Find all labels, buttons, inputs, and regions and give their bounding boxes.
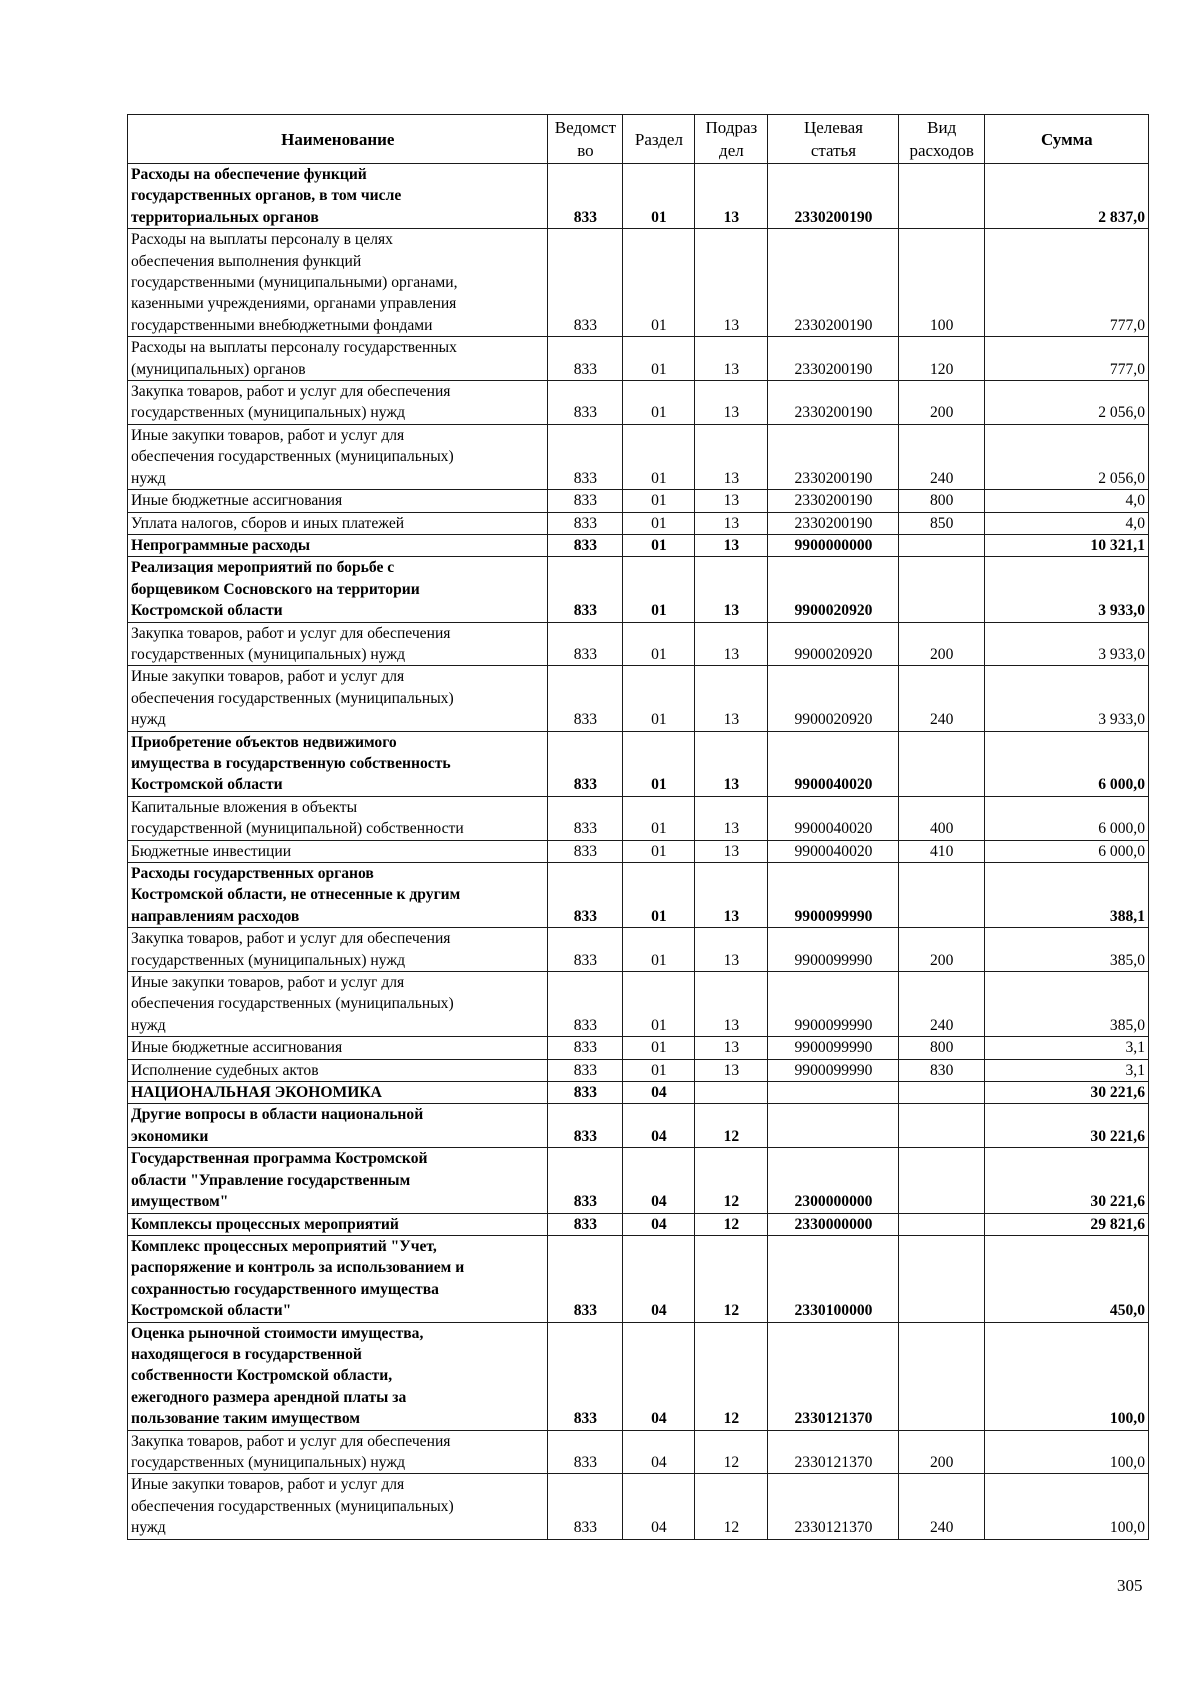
cell-podrazdel: 13 bbox=[694, 490, 768, 512]
table-body bbox=[128, 164, 1149, 1540]
cell-podrazdel: 12 bbox=[694, 1322, 768, 1430]
cell-vedomstvo: 833 bbox=[547, 666, 623, 731]
table-row bbox=[128, 972, 1149, 1037]
cell-summa: 450,0 bbox=[984, 1235, 1148, 1322]
cell-summa: 2 837,0 bbox=[984, 164, 1148, 229]
cell-podrazdel: 13 bbox=[694, 424, 768, 489]
cell-name bbox=[128, 512, 548, 534]
cell-name-line: государственных (муниципальных) нужд bbox=[131, 645, 406, 663]
cell-summa: 30 221,6 bbox=[984, 1148, 1148, 1213]
cell-name-line: Иные закупки товаров, работ и услуг для bbox=[131, 1476, 405, 1494]
cell-vedomstvo: 833 bbox=[547, 1082, 623, 1104]
header-name: Наименование bbox=[128, 115, 548, 164]
cell-vid-rashodov: 400 bbox=[898, 796, 984, 840]
cell-summa: 3,1 bbox=[984, 1059, 1148, 1081]
cell-celevaya-statya: 2330121370 bbox=[768, 1474, 899, 1539]
cell-vedomstvo: 833 bbox=[547, 534, 623, 556]
cell-name-line: Иные закупки товаров, работ и услуг для bbox=[131, 974, 405, 992]
table-row bbox=[128, 928, 1149, 972]
cell-name-line: Закупка товаров, работ и услуг для обеспечения bbox=[131, 383, 451, 401]
cell-name-line: нужд bbox=[131, 711, 166, 729]
cell-name-line: обеспечения государственных (муниципальных) bbox=[131, 689, 454, 707]
cell-name bbox=[128, 1059, 548, 1081]
cell-vedomstvo: 833 bbox=[547, 229, 623, 337]
table-header bbox=[128, 115, 1149, 164]
cell-celevaya-statya: 9900040020 bbox=[768, 840, 899, 862]
header-vid-line-1: Вид bbox=[927, 118, 957, 137]
cell-podrazdel: 12 bbox=[694, 1213, 768, 1235]
cell-razdel: 01 bbox=[623, 381, 694, 425]
cell-razdel: 01 bbox=[623, 490, 694, 512]
cell-name-line: распоряжение и контроль за использованием и bbox=[131, 1259, 465, 1277]
cell-summa: 6 000,0 bbox=[984, 840, 1148, 862]
cell-razdel: 04 bbox=[623, 1322, 694, 1430]
cell-summa: 385,0 bbox=[984, 972, 1148, 1037]
cell-vid-rashodov bbox=[898, 863, 984, 928]
cell-summa: 4,0 bbox=[984, 490, 1148, 512]
table-row bbox=[128, 666, 1149, 731]
cell-name-line: Бюджетные инвестиции bbox=[131, 842, 292, 860]
cell-razdel: 01 bbox=[623, 1059, 694, 1081]
table-row bbox=[128, 840, 1149, 862]
cell-summa: 777,0 bbox=[984, 229, 1148, 337]
cell-name-line: Иные закупки товаров, работ и услуг для bbox=[131, 668, 405, 686]
cell-celevaya-statya: 9900099990 bbox=[768, 928, 899, 972]
cell-vedomstvo: 833 bbox=[547, 1059, 623, 1081]
cell-razdel: 01 bbox=[623, 229, 694, 337]
header-vid-rashodov bbox=[898, 115, 984, 164]
table-row bbox=[128, 1235, 1149, 1322]
cell-name-line: пользование таким имуществом bbox=[131, 1410, 360, 1428]
cell-name bbox=[128, 1082, 548, 1104]
cell-podrazdel: 12 bbox=[694, 1474, 768, 1539]
cell-razdel: 01 bbox=[623, 534, 694, 556]
cell-name-line: казенными учреждениями, органами управления bbox=[131, 295, 457, 313]
cell-razdel: 01 bbox=[623, 622, 694, 666]
cell-name-line: государственных органов, в том числе bbox=[131, 187, 402, 205]
header-vedomstvo-line-1: Ведомст bbox=[554, 118, 616, 137]
cell-name-line: имущества в государственную собственность bbox=[131, 754, 451, 772]
cell-podrazdel: 13 bbox=[694, 381, 768, 425]
cell-name-line: Другие вопросы в области национальной bbox=[131, 1106, 424, 1124]
cell-vid-rashodov bbox=[898, 1148, 984, 1213]
table-row bbox=[128, 557, 1149, 622]
cell-name-line: Закупка товаров, работ и услуг для обеспечения bbox=[131, 624, 451, 642]
cell-name-line: нужд bbox=[131, 1519, 166, 1537]
cell-vid-rashodov bbox=[898, 1213, 984, 1235]
cell-name-line: государственными (муниципальными) органами, bbox=[131, 274, 458, 292]
cell-name bbox=[128, 840, 548, 862]
cell-podrazdel: 13 bbox=[694, 534, 768, 556]
cell-name bbox=[128, 1322, 548, 1430]
cell-vid-rashodov: 800 bbox=[898, 1037, 984, 1059]
header-summa: Сумма bbox=[984, 115, 1148, 164]
header-podrazdel-line-1: Подраз bbox=[705, 118, 758, 137]
cell-name-line: Расходы государственных органов bbox=[131, 865, 374, 882]
cell-name-line: имуществом" bbox=[131, 1193, 229, 1211]
cell-name-line: Костромской области bbox=[131, 776, 283, 794]
table-row bbox=[128, 1082, 1149, 1104]
cell-name bbox=[128, 1213, 548, 1235]
table-row bbox=[128, 534, 1149, 556]
cell-podrazdel: 13 bbox=[694, 840, 768, 862]
cell-name bbox=[128, 796, 548, 840]
cell-celevaya-statya bbox=[768, 1104, 899, 1148]
header-celevaya-statya bbox=[768, 115, 899, 164]
cell-podrazdel: 13 bbox=[694, 229, 768, 337]
cell-razdel: 01 bbox=[623, 424, 694, 489]
cell-vid-rashodov bbox=[898, 1235, 984, 1322]
cell-vid-rashodov: 830 bbox=[898, 1059, 984, 1081]
cell-name-line: Костромской области" bbox=[131, 1302, 292, 1320]
cell-name-line: Комплекс процессных мероприятий "Учет, bbox=[131, 1237, 437, 1255]
cell-summa: 30 221,6 bbox=[984, 1082, 1148, 1104]
cell-vid-rashodov: 200 bbox=[898, 381, 984, 425]
cell-razdel: 01 bbox=[623, 863, 694, 928]
cell-vedomstvo: 833 bbox=[547, 928, 623, 972]
table-row bbox=[128, 164, 1149, 229]
cell-name-line: Комплексы процессных мероприятий bbox=[131, 1215, 399, 1233]
cell-summa: 388,1 bbox=[984, 863, 1148, 928]
cell-razdel: 01 bbox=[623, 928, 694, 972]
cell-celevaya-statya: 2300000000 bbox=[768, 1148, 899, 1213]
cell-name-line: государственных (муниципальных) нужд bbox=[131, 951, 406, 969]
cell-summa: 3 933,0 bbox=[984, 557, 1148, 622]
cell-celevaya-statya: 2330200190 bbox=[768, 490, 899, 512]
cell-summa: 2 056,0 bbox=[984, 424, 1148, 489]
cell-vid-rashodov bbox=[898, 534, 984, 556]
table-row bbox=[128, 512, 1149, 534]
cell-celevaya-statya: 2330200190 bbox=[768, 424, 899, 489]
table-row bbox=[128, 1104, 1149, 1148]
cell-vid-rashodov: 200 bbox=[898, 622, 984, 666]
table-row bbox=[128, 622, 1149, 666]
cell-vid-rashodov: 850 bbox=[898, 512, 984, 534]
cell-name bbox=[128, 557, 548, 622]
cell-podrazdel: 13 bbox=[694, 731, 768, 796]
cell-vedomstvo: 833 bbox=[547, 1148, 623, 1213]
cell-name-line: Оценка рыночной стоимости имущества, bbox=[131, 1324, 424, 1342]
cell-vid-rashodov: 800 bbox=[898, 490, 984, 512]
table-row bbox=[128, 490, 1149, 512]
cell-vid-rashodov: 410 bbox=[898, 840, 984, 862]
cell-name-line: обеспечения государственных (муниципальных) bbox=[131, 995, 454, 1013]
cell-celevaya-statya: 2330121370 bbox=[768, 1322, 899, 1430]
cell-razdel: 04 bbox=[623, 1213, 694, 1235]
table-row bbox=[128, 731, 1149, 796]
cell-vedomstvo: 833 bbox=[547, 1430, 623, 1474]
cell-podrazdel: 13 bbox=[694, 796, 768, 840]
cell-celevaya-statya bbox=[768, 1082, 899, 1104]
cell-name bbox=[128, 1148, 548, 1213]
cell-podrazdel: 12 bbox=[694, 1104, 768, 1148]
budget-table bbox=[127, 114, 1149, 1540]
cell-podrazdel: 12 bbox=[694, 1430, 768, 1474]
cell-name-line: ежегодного размера арендной платы за bbox=[131, 1388, 407, 1406]
cell-name-line: Костромской области, не отнесенные к другим bbox=[131, 886, 461, 904]
cell-vedomstvo: 833 bbox=[547, 1322, 623, 1430]
cell-podrazdel: 13 bbox=[694, 1037, 768, 1059]
cell-razdel: 01 bbox=[623, 731, 694, 796]
cell-summa: 4,0 bbox=[984, 512, 1148, 534]
cell-name-line: Иные бюджетные ассигнования bbox=[131, 1039, 343, 1057]
cell-celevaya-statya: 2330100000 bbox=[768, 1235, 899, 1322]
cell-name-line: государственной (муниципальной) собственности bbox=[131, 820, 464, 838]
cell-name-line: области "Управление государственным bbox=[131, 1171, 411, 1189]
cell-name-line: Реализация мероприятий по борьбе с bbox=[131, 559, 395, 577]
cell-name-line: обеспечения государственных (муниципальных) bbox=[131, 1497, 454, 1515]
cell-vedomstvo: 833 bbox=[547, 840, 623, 862]
header-celevaya-line-1: Целевая bbox=[803, 118, 863, 137]
cell-summa: 100,0 bbox=[984, 1322, 1148, 1430]
cell-vid-rashodov: 200 bbox=[898, 928, 984, 972]
table-row bbox=[128, 1148, 1149, 1213]
cell-razdel: 01 bbox=[623, 557, 694, 622]
header-podrazdel-line-2: дел bbox=[719, 141, 744, 160]
cell-name-line: Закупка товаров, работ и услуг для обеспечения bbox=[131, 1432, 451, 1450]
cell-vid-rashodov: 240 bbox=[898, 972, 984, 1037]
cell-name-line: Закупка товаров, работ и услуг для обеспечения bbox=[131, 930, 451, 948]
cell-name-line: государственных (муниципальных) нужд bbox=[131, 404, 406, 422]
cell-celevaya-statya: 2330000000 bbox=[768, 1213, 899, 1235]
cell-summa: 2 056,0 bbox=[984, 381, 1148, 425]
cell-name-line: борщевиком Сосновского на территории bbox=[131, 580, 420, 598]
cell-celevaya-statya: 9900020920 bbox=[768, 622, 899, 666]
cell-razdel: 04 bbox=[623, 1474, 694, 1539]
cell-celevaya-statya: 9900020920 bbox=[768, 666, 899, 731]
cell-vid-rashodov bbox=[898, 1322, 984, 1430]
cell-razdel: 01 bbox=[623, 840, 694, 862]
cell-name bbox=[128, 229, 548, 337]
table-row bbox=[128, 1322, 1149, 1430]
cell-name bbox=[128, 1474, 548, 1539]
cell-vedomstvo: 833 bbox=[547, 512, 623, 534]
cell-name-line: Приобретение объектов недвижимого bbox=[131, 733, 397, 751]
cell-name-line: обеспечения государственных (муниципальных) bbox=[131, 448, 454, 466]
cell-celevaya-statya: 9900099990 bbox=[768, 1059, 899, 1081]
table-row bbox=[128, 863, 1149, 928]
cell-vedomstvo: 833 bbox=[547, 557, 623, 622]
cell-name-line: Исполнение судебных актов bbox=[131, 1061, 319, 1079]
cell-name-line: Расходы на обеспечение функций bbox=[131, 166, 367, 183]
header-razdel: Раздел bbox=[623, 115, 694, 164]
cell-vid-rashodov bbox=[898, 164, 984, 229]
cell-vedomstvo: 833 bbox=[547, 337, 623, 381]
cell-vid-rashodov bbox=[898, 1104, 984, 1148]
table-row bbox=[128, 337, 1149, 381]
cell-name-line: Иные закупки товаров, работ и услуг для bbox=[131, 426, 405, 444]
cell-celevaya-statya: 9900020920 bbox=[768, 557, 899, 622]
cell-name-line: экономики bbox=[131, 1127, 209, 1145]
cell-razdel: 04 bbox=[623, 1104, 694, 1148]
cell-podrazdel: 12 bbox=[694, 1235, 768, 1322]
cell-celevaya-statya: 9900000000 bbox=[768, 534, 899, 556]
cell-celevaya-statya: 2330200190 bbox=[768, 512, 899, 534]
cell-name-line: Уплата налогов, сборов и иных платежей bbox=[131, 514, 405, 532]
cell-name-line: нужд bbox=[131, 1016, 166, 1034]
cell-summa: 30 221,6 bbox=[984, 1104, 1148, 1148]
cell-name-line: (муниципальных) органов bbox=[131, 360, 306, 378]
cell-name-line: Расходы на выплаты персоналу в целях bbox=[131, 231, 393, 249]
cell-podrazdel: 13 bbox=[694, 972, 768, 1037]
cell-vedomstvo: 833 bbox=[547, 1104, 623, 1148]
cell-summa: 100,0 bbox=[984, 1430, 1148, 1474]
cell-vid-rashodov bbox=[898, 557, 984, 622]
cell-vedomstvo: 833 bbox=[547, 381, 623, 425]
table-row bbox=[128, 424, 1149, 489]
cell-podrazdel: 13 bbox=[694, 666, 768, 731]
cell-name bbox=[128, 1430, 548, 1474]
cell-name bbox=[128, 622, 548, 666]
cell-podrazdel: 12 bbox=[694, 1148, 768, 1213]
cell-razdel: 04 bbox=[623, 1235, 694, 1322]
cell-vid-rashodov bbox=[898, 1082, 984, 1104]
cell-name bbox=[128, 164, 548, 229]
cell-name bbox=[128, 424, 548, 489]
cell-name-line: Расходы на выплаты персоналу государственных bbox=[131, 339, 457, 357]
table-row bbox=[128, 1059, 1149, 1081]
table-row bbox=[128, 1430, 1149, 1474]
cell-vedomstvo: 833 bbox=[547, 731, 623, 796]
header-celevaya-line-2: статья bbox=[810, 141, 857, 160]
cell-name-line: сохранностью государственного имущества bbox=[131, 1280, 439, 1298]
cell-name-line: государственными внебюджетными фондами bbox=[131, 316, 433, 334]
cell-celevaya-statya: 2330200190 bbox=[768, 164, 899, 229]
cell-celevaya-statya: 2330200190 bbox=[768, 229, 899, 337]
cell-summa: 3 933,0 bbox=[984, 666, 1148, 731]
cell-name bbox=[128, 337, 548, 381]
cell-podrazdel: 13 bbox=[694, 557, 768, 622]
cell-summa: 100,0 bbox=[984, 1474, 1148, 1539]
cell-celevaya-statya: 9900040020 bbox=[768, 796, 899, 840]
header-vedomstvo bbox=[547, 115, 623, 164]
cell-vedomstvo: 833 bbox=[547, 490, 623, 512]
cell-summa: 29 821,6 bbox=[984, 1213, 1148, 1235]
table-row bbox=[128, 796, 1149, 840]
cell-summa: 3 933,0 bbox=[984, 622, 1148, 666]
cell-vid-rashodov: 120 bbox=[898, 337, 984, 381]
cell-summa: 777,0 bbox=[984, 337, 1148, 381]
cell-celevaya-statya: 9900099990 bbox=[768, 1037, 899, 1059]
header-row bbox=[128, 115, 1149, 164]
cell-name bbox=[128, 490, 548, 512]
cell-razdel: 01 bbox=[623, 666, 694, 731]
cell-razdel: 01 bbox=[623, 512, 694, 534]
cell-vid-rashodov: 240 bbox=[898, 1474, 984, 1539]
cell-razdel: 04 bbox=[623, 1082, 694, 1104]
table-row bbox=[128, 1037, 1149, 1059]
cell-podrazdel: 13 bbox=[694, 512, 768, 534]
cell-razdel: 01 bbox=[623, 1037, 694, 1059]
cell-vedomstvo: 833 bbox=[547, 622, 623, 666]
cell-name bbox=[128, 666, 548, 731]
cell-name bbox=[128, 381, 548, 425]
cell-podrazdel: 13 bbox=[694, 928, 768, 972]
cell-vid-rashodov: 240 bbox=[898, 666, 984, 731]
cell-vedomstvo: 833 bbox=[547, 972, 623, 1037]
table-row bbox=[128, 1474, 1149, 1539]
cell-razdel: 01 bbox=[623, 796, 694, 840]
cell-podrazdel: 13 bbox=[694, 164, 768, 229]
cell-name bbox=[128, 1037, 548, 1059]
header-vedomstvo-line-2: во bbox=[577, 141, 594, 160]
cell-name bbox=[128, 928, 548, 972]
header-podrazdel bbox=[694, 115, 768, 164]
cell-vedomstvo: 833 bbox=[547, 1474, 623, 1539]
cell-name-line: Государственная программа Костромской bbox=[131, 1150, 428, 1168]
cell-name bbox=[128, 1235, 548, 1322]
cell-name bbox=[128, 534, 548, 556]
cell-summa: 3,1 bbox=[984, 1037, 1148, 1059]
cell-vid-rashodov bbox=[898, 731, 984, 796]
cell-name-line: собственности Костромской области, bbox=[131, 1367, 393, 1385]
cell-vid-rashodov: 100 bbox=[898, 229, 984, 337]
cell-vedomstvo: 833 bbox=[547, 863, 623, 928]
table-row bbox=[128, 229, 1149, 337]
cell-vedomstvo: 833 bbox=[547, 1037, 623, 1059]
cell-name-line: находящегося в государственной bbox=[131, 1345, 362, 1363]
cell-celevaya-statya: 9900040020 bbox=[768, 731, 899, 796]
cell-name bbox=[128, 972, 548, 1037]
cell-podrazdel bbox=[694, 1082, 768, 1104]
cell-razdel: 01 bbox=[623, 972, 694, 1037]
cell-name-line: обеспечения выполнения функций bbox=[131, 252, 362, 270]
cell-vedomstvo: 833 bbox=[547, 424, 623, 489]
cell-vid-rashodov: 240 bbox=[898, 424, 984, 489]
cell-celevaya-statya: 2330121370 bbox=[768, 1430, 899, 1474]
cell-podrazdel: 13 bbox=[694, 622, 768, 666]
cell-summa: 385,0 bbox=[984, 928, 1148, 972]
cell-name-line: Непрограммные расходы bbox=[131, 536, 311, 554]
cell-celevaya-statya: 2330200190 bbox=[768, 381, 899, 425]
cell-celevaya-statya: 9900099990 bbox=[768, 863, 899, 928]
cell-name bbox=[128, 863, 548, 928]
cell-name-line: территориальных органов bbox=[131, 208, 319, 226]
cell-razdel: 04 bbox=[623, 1148, 694, 1213]
cell-name-line: НАЦИОНАЛЬНАЯ ЭКОНОМИКА bbox=[131, 1084, 382, 1102]
cell-name-line: Капитальные вложения в объекты bbox=[131, 798, 358, 816]
cell-celevaya-statya: 2330200190 bbox=[768, 337, 899, 381]
cell-vid-rashodov: 200 bbox=[898, 1430, 984, 1474]
cell-razdel: 01 bbox=[623, 337, 694, 381]
cell-razdel: 04 bbox=[623, 1430, 694, 1474]
cell-celevaya-statya: 9900099990 bbox=[768, 972, 899, 1037]
cell-podrazdel: 13 bbox=[694, 1059, 768, 1081]
cell-vedomstvo: 833 bbox=[547, 796, 623, 840]
page-number: 305 bbox=[1117, 1576, 1143, 1595]
cell-name-line: нужд bbox=[131, 469, 166, 487]
cell-vedomstvo: 833 bbox=[547, 1213, 623, 1235]
cell-podrazdel: 13 bbox=[694, 863, 768, 928]
table-row bbox=[128, 381, 1149, 425]
cell-vedomstvo: 833 bbox=[547, 164, 623, 229]
cell-name-line: государственных (муниципальных) нужд bbox=[131, 1453, 406, 1471]
cell-vedomstvo: 833 bbox=[547, 1235, 623, 1322]
cell-razdel: 01 bbox=[623, 164, 694, 229]
cell-name-line: Костромской области bbox=[131, 602, 283, 620]
cell-summa: 6 000,0 bbox=[984, 796, 1148, 840]
cell-name bbox=[128, 731, 548, 796]
cell-summa: 6 000,0 bbox=[984, 731, 1148, 796]
cell-summa: 10 321,1 bbox=[984, 534, 1148, 556]
cell-name-line: направлениям расходов bbox=[131, 907, 300, 925]
cell-name-line: Иные бюджетные ассигнования bbox=[131, 492, 343, 510]
table-row bbox=[128, 1213, 1149, 1235]
header-vid-line-2: расходов bbox=[909, 141, 974, 160]
cell-podrazdel: 13 bbox=[694, 337, 768, 381]
cell-name bbox=[128, 1104, 548, 1148]
